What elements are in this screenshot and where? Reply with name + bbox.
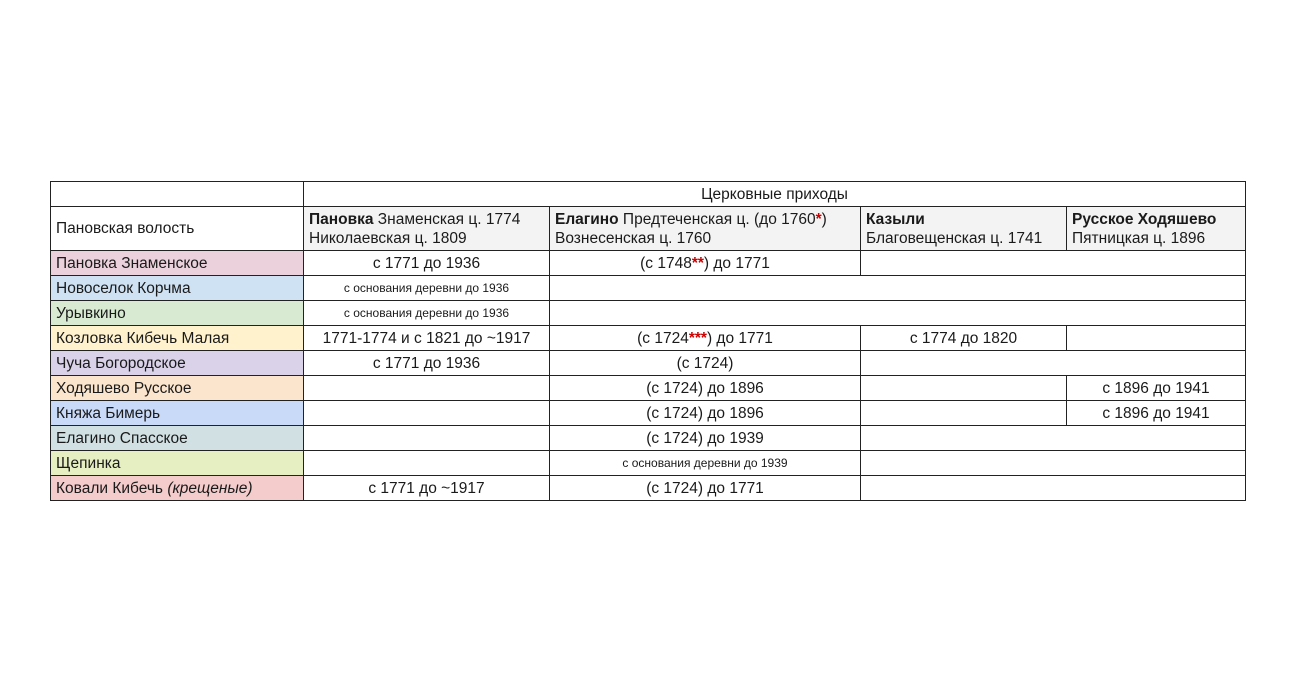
empty-cell xyxy=(861,376,1067,401)
parish-cell: с 1774 до 1820 xyxy=(861,326,1067,351)
empty-cell xyxy=(861,251,1246,276)
parish-table xyxy=(50,181,1246,501)
table-row xyxy=(51,451,1246,476)
parish-cell: с 1896 до 1941 xyxy=(1067,401,1246,426)
parish-header-kazyli xyxy=(861,207,1067,251)
table-row xyxy=(51,326,1246,351)
empty-cell xyxy=(861,401,1067,426)
table-row xyxy=(51,276,1246,301)
village-name: Ковали Кибечь xyxy=(56,479,163,497)
parish-cell: с основания деревни до 1936 xyxy=(304,276,550,301)
parish-header-elagino xyxy=(550,207,861,251)
table-row xyxy=(51,401,1246,426)
parish-name: Русское Ходяшево xyxy=(1072,210,1217,228)
village-suffix: (крещеные) xyxy=(167,479,253,497)
parish-name: Казыли xyxy=(866,210,925,228)
table-row xyxy=(51,426,1246,451)
table-row xyxy=(51,376,1246,401)
village-cell: Козловка Кибечь Малая xyxy=(51,326,304,351)
cell-text: (с 1724 xyxy=(637,329,689,347)
parish-church-2: Вознесенская ц. 1760 xyxy=(555,229,712,247)
parish-cell: (с 1724) до 1939 xyxy=(550,426,861,451)
empty-cell xyxy=(861,476,1246,501)
parish-church-2: Пятницкая ц. 1896 xyxy=(1072,229,1206,247)
parish-header-row xyxy=(51,207,1246,251)
group-header-cell: Церковные приходы xyxy=(304,182,1246,207)
table-row xyxy=(51,476,1246,501)
table-row xyxy=(51,251,1246,276)
table-header-row xyxy=(51,182,1246,207)
parish-cell: с 1896 до 1941 xyxy=(1067,376,1246,401)
parish-church: Предтеченская ц. (до 1760 xyxy=(618,210,816,228)
village-cell: Ходяшево Русское xyxy=(51,376,304,401)
parish-cell xyxy=(550,326,861,351)
parish-header-russkoe-khodyashevo xyxy=(1067,207,1246,251)
cell-text: (с 1748 xyxy=(640,254,692,272)
empty-cell xyxy=(304,426,550,451)
cell-text: ) до 1771 xyxy=(706,329,773,347)
village-cell: Елагино Спасское xyxy=(51,426,304,451)
empty-cell xyxy=(861,351,1246,376)
parish-cell: с 1771 до 1936 xyxy=(304,351,550,376)
parish-church-2: Николаевская ц. 1809 xyxy=(309,229,467,247)
parish-cell: (с 1724) до 1896 xyxy=(550,376,861,401)
village-cell: Щепинка xyxy=(51,451,304,476)
parish-header-panovka xyxy=(304,207,550,251)
village-cell: Чуча Богородское xyxy=(51,351,304,376)
village-cell: Княжа Бимерь xyxy=(51,401,304,426)
parish-cell: (с 1724) xyxy=(550,351,861,376)
table-row xyxy=(51,301,1246,326)
empty-cell xyxy=(304,451,550,476)
village-cell xyxy=(51,476,304,501)
parish-cell: с основания деревни до 1939 xyxy=(550,451,861,476)
parish-cell: с 1771 до 1936 xyxy=(304,251,550,276)
table-row xyxy=(51,351,1246,376)
parish-cell: (с 1724) до 1771 xyxy=(550,476,861,501)
parish-church: Знаменская ц. 1774 xyxy=(373,210,521,228)
empty-cell xyxy=(304,376,550,401)
parish-cell: 1771-1774 и с 1821 до ~1917 xyxy=(304,326,550,351)
footnote-asterisk: *** xyxy=(688,329,707,347)
empty-corner-cell xyxy=(51,182,304,207)
empty-cell xyxy=(550,276,1246,301)
village-cell: Пановка Знаменское xyxy=(51,251,304,276)
parish-church-tail: ) xyxy=(821,210,827,228)
parish-church-2: Благовещенская ц. 1741 xyxy=(866,229,1043,247)
village-cell: Новоселок Корчма xyxy=(51,276,304,301)
parish-cell: с основания деревни до 1936 xyxy=(304,301,550,326)
parish-cell: с 1771 до ~1917 xyxy=(304,476,550,501)
footnote-asterisk: ** xyxy=(691,254,704,272)
empty-cell xyxy=(861,426,1246,451)
volost-header-cell: Пановская волость xyxy=(51,207,304,251)
empty-cell xyxy=(1067,326,1246,351)
footnote-asterisk: * xyxy=(815,210,822,228)
parish-name: Елагино xyxy=(555,210,619,228)
cell-text: ) до 1771 xyxy=(703,254,770,272)
parish-name: Пановка xyxy=(309,210,374,228)
parish-cell xyxy=(550,251,861,276)
village-cell: Урывкино xyxy=(51,301,304,326)
empty-cell xyxy=(550,301,1246,326)
empty-cell xyxy=(861,451,1246,476)
empty-cell xyxy=(304,401,550,426)
parish-cell: (с 1724) до 1896 xyxy=(550,401,861,426)
